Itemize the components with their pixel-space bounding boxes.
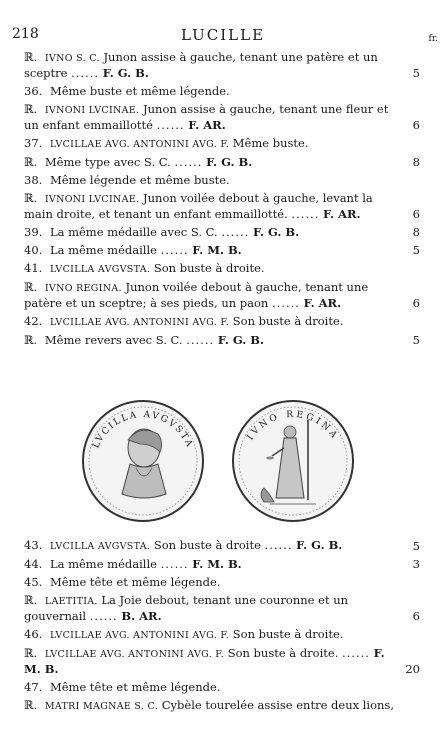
entry-description: La Joie debout, tenant une couronne et un gouvernail <box>24 593 349 623</box>
catalog-entry <box>24 698 420 714</box>
entry-legend: LVCILLAE AVG. ANTONINI AVG. F. <box>44 649 225 660</box>
catalog-entry <box>24 593 420 624</box>
entry-description: La même médaille <box>49 557 157 571</box>
reverse-mark: ℝ. <box>24 280 38 294</box>
entry-list-bottom <box>24 538 420 717</box>
entry-number: 38. <box>24 173 43 187</box>
entry-legend: LVCILLA AVGVSTA. <box>49 541 151 552</box>
reverse-mark: ℝ. <box>24 333 38 347</box>
entry-legend: IVNONI LVCINAE. <box>44 194 140 205</box>
reverse-mark: ℝ. <box>24 50 38 64</box>
running-title: LUCILLE <box>180 26 266 44</box>
catalog-entry <box>24 646 420 677</box>
catalog-entry <box>24 557 420 572</box>
entry-description: Junon voilée debout à gauche, tenant une patère et un sceptre; à ses pieds, un paon <box>24 280 369 310</box>
catalog-entry <box>24 280 420 311</box>
entry-rarity: B. AR. <box>121 609 162 623</box>
entry-rarity: F. M. B. <box>192 557 242 571</box>
entry-description: Junon assise à gauche, tenant une patère et un sceptre <box>24 50 378 80</box>
reverse-mark: ℝ. <box>24 698 38 712</box>
entry-price: 5 <box>412 66 420 80</box>
entry-description: Même tête et même légende. <box>49 680 221 694</box>
leader-dots: ...... <box>291 207 320 221</box>
entry-rarity: F. G. B. <box>252 225 300 239</box>
catalog-entry <box>24 314 420 330</box>
entry-description: Junon assise à gauche, tenant une fleur et un enfant emmaillotté <box>24 102 389 132</box>
coin-obverse <box>80 398 206 524</box>
catalog-entry <box>24 50 420 81</box>
coin-obverse-drawing <box>80 398 206 524</box>
entry-legend: IVNONI LVCINAE. <box>44 105 140 116</box>
obverse-legend: LVCILLA AVGVSTA <box>91 409 195 451</box>
entry-number: 40. <box>24 243 43 257</box>
entry-rarity: F. AR. <box>188 118 226 132</box>
entry-rarity: F. G. B. <box>296 538 343 552</box>
catalog-entry <box>24 680 420 695</box>
catalog-entry <box>24 155 420 170</box>
entry-description: Même buste. <box>232 136 309 150</box>
leader-dots: ...... <box>264 538 293 552</box>
entry-description: Même type avec S. C. <box>44 155 171 169</box>
entry-description: Son buste à droite. <box>153 261 265 275</box>
entry-number: 45. <box>24 575 43 589</box>
coin-illustration <box>70 398 370 528</box>
entry-rarity: F. G. B. <box>102 66 149 80</box>
entry-number: 39. <box>24 225 43 239</box>
entry-number: 46. <box>24 627 43 641</box>
entry-legend: IVNO REGINA. <box>44 283 122 294</box>
entry-description: Cybèle tourelée assise entre deux lions, <box>161 698 394 712</box>
coin-reverse-drawing <box>230 398 356 524</box>
entry-price: 8 <box>412 225 420 239</box>
entry-price: 20 <box>405 662 420 676</box>
coin-reverse <box>230 398 356 524</box>
entry-list-top <box>24 50 420 351</box>
entry-number: 43. <box>24 538 43 552</box>
reverse-mark: ℝ. <box>24 191 38 205</box>
reverse-mark: ℝ. <box>24 155 38 169</box>
catalog-entry <box>24 225 420 240</box>
entry-price: 6 <box>412 296 420 310</box>
catalog-entry <box>24 136 420 152</box>
entry-rarity: F. G. B. <box>206 155 253 169</box>
catalog-entry <box>24 84 420 99</box>
entry-price: 6 <box>412 609 420 623</box>
reverse-mark: ℝ. <box>24 646 38 660</box>
catalog-entry <box>24 102 420 133</box>
leader-dots: ...... <box>186 333 215 347</box>
leader-dots: ...... <box>156 118 185 132</box>
entry-number: 44. <box>24 557 43 571</box>
entry-description: Son buste à droite. <box>232 627 344 641</box>
entry-description: Son buste à droite. <box>232 314 344 328</box>
leader-dots: ...... <box>272 296 300 310</box>
entry-description: Junon voilée debout à gauche, levant la main droite, et tenant un enfant emmaillotté. <box>24 191 373 221</box>
entry-price: 3 <box>412 557 420 571</box>
entry-price: 6 <box>412 207 420 221</box>
entry-description: Son buste à droite <box>153 538 261 552</box>
leader-dots: ...... <box>221 225 250 239</box>
catalog-entry <box>24 627 420 643</box>
entry-number: 37. <box>24 136 43 150</box>
entry-description: Même tête et même légende. <box>49 575 221 589</box>
page-header <box>0 26 446 46</box>
entry-description: Son buste à droite. <box>227 646 339 660</box>
entry-number: 47. <box>24 680 43 694</box>
reverse-mark: ℝ. <box>24 593 38 607</box>
catalog-entry <box>24 173 420 188</box>
leader-dots: ...... <box>160 557 189 571</box>
entry-legend: MATRI MAGNAE S. C. <box>44 701 159 712</box>
catalog-entry <box>24 191 420 222</box>
entry-description: La même médaille avec S. C. <box>49 225 218 239</box>
entry-legend: LVCILLA AVGVSTA. <box>49 264 151 275</box>
catalog-entry <box>24 243 420 258</box>
entry-description: La même médaille <box>49 243 157 257</box>
entry-price: 8 <box>412 155 420 169</box>
reverse-legend: IVNO REGINA <box>245 409 341 443</box>
entry-description: Même légende et même buste. <box>49 173 230 187</box>
leader-dots: ...... <box>71 66 100 80</box>
entry-number: 36. <box>24 84 43 98</box>
entry-legend: LAETITIA. <box>44 596 98 607</box>
entry-description: Même revers avec S. C. <box>44 333 183 347</box>
entry-price: 5 <box>412 243 420 257</box>
entry-description: Même buste et même légende. <box>49 84 230 98</box>
leader-dots: ...... <box>89 609 118 623</box>
entry-legend: LVCILLAE AVG. ANTONINI AVG. F. <box>49 317 230 328</box>
leader-dots: ...... <box>160 243 189 257</box>
entry-rarity: F. AR. <box>323 207 361 221</box>
entry-legend: LVCILLAE AVG. ANTONINI AVG. F. <box>49 630 230 641</box>
entry-price: 5 <box>412 333 420 347</box>
entry-number: 42. <box>24 314 43 328</box>
page-number: 218 <box>12 26 39 42</box>
catalog-entry <box>24 333 420 348</box>
entry-rarity: F. M. B. <box>24 646 385 676</box>
entry-price: 5 <box>412 539 420 553</box>
entry-rarity: F. AR. <box>303 296 342 310</box>
entry-legend: IVNO S. C. <box>44 53 100 64</box>
entry-rarity: F. G. B. <box>217 333 264 347</box>
catalog-entry <box>24 575 420 590</box>
entry-number: 41. <box>24 261 43 275</box>
corner-mark: fr. <box>428 34 438 44</box>
entry-rarity: F. M. B. <box>192 243 242 257</box>
entry-price: 6 <box>412 118 420 132</box>
entry-legend: LVCILLAE AVG. ANTONINI AVG. F. <box>49 139 230 150</box>
catalog-entry <box>24 261 420 277</box>
reverse-mark: ℝ. <box>24 102 38 116</box>
catalog-entry <box>24 538 420 554</box>
leader-dots: ...... <box>342 646 370 660</box>
leader-dots: ...... <box>174 155 203 169</box>
